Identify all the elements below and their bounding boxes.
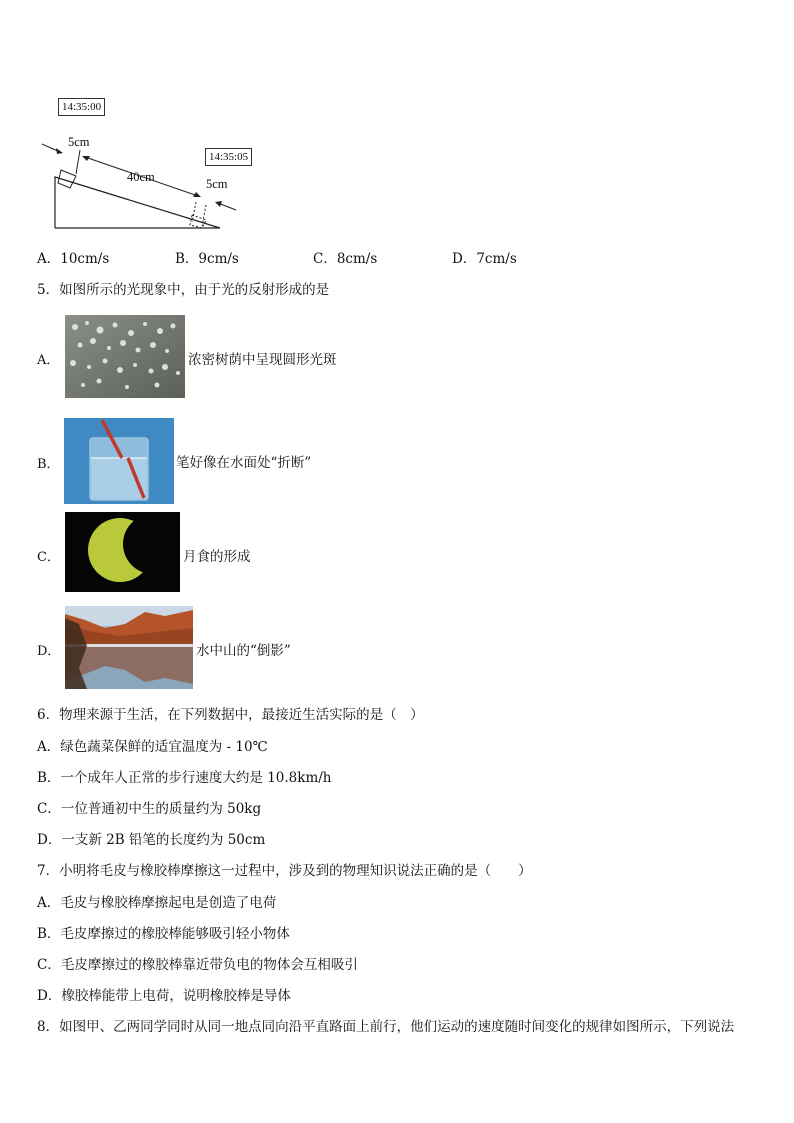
q5-option-d-photo: [65, 606, 193, 689]
q7-option-a[interactable]: A．毛皮与橡胶棒摩擦起电是创造了电荷: [37, 895, 277, 911]
q8-stem: 8．如图甲、乙两同学同时从同一地点同向沿平直路面上前行，他们运动的速度随时间变化的规律如图所示，下列说法: [37, 1019, 735, 1035]
q4-option-c[interactable]: C．8cm/s: [313, 251, 378, 267]
q5-option-a-caption: 浓密树荫中呈现圆形光斑: [188, 352, 337, 368]
q5-option-c-letter: C．: [37, 550, 60, 565]
q6-option-d[interactable]: D．一支新 2B 铅笔的长度约为 50cm: [37, 832, 266, 848]
q7-option-d[interactable]: D．橡胶棒能带上电荷，说明橡胶棒是导体: [37, 988, 291, 1004]
q7-stem: 7．小明将毛皮与橡胶棒摩擦这一过程中，涉及到的物理知识说法正确的是（ ）: [37, 863, 532, 879]
q5-option-d-letter: D．: [37, 644, 61, 659]
q5-option-d-caption: 水中山的“倒影”: [196, 643, 291, 659]
q5-option-b-letter: B．: [37, 457, 60, 472]
q5-option-b-caption: 笔好像在水面处“折断”: [176, 455, 312, 471]
q7-option-c[interactable]: C．毛皮摩擦过的橡胶棒靠近带负电的物体会互相吸引: [37, 957, 358, 973]
q5-option-b-photo: [64, 418, 174, 504]
q5-option-c-caption: 月食的形成: [183, 549, 251, 565]
q5-option-a-letter: A．: [37, 353, 60, 368]
q6-stem: 6．物理来源于生活，在下列数据中，最接近生活实际的是（ ）: [37, 707, 424, 723]
q4-option-b[interactable]: B．9cm/s: [175, 251, 239, 267]
end-time-box: 14:35:05: [205, 148, 252, 166]
start-time-box: 14:35:00: [58, 98, 105, 116]
q4-options: [37, 250, 557, 268]
len-mid-label: 40cm: [127, 170, 155, 184]
q5-stem: 5．如图所示的光现象中，由于光的反射形成的是: [37, 282, 330, 298]
q6-option-a[interactable]: A．绿色蔬菜保鲜的适宜温度为 - 10℃: [37, 739, 268, 755]
q6-option-b[interactable]: B．一个成年人正常的步行速度大约是 10.8km/h: [37, 770, 332, 786]
q4-option-d[interactable]: D．7cm/s: [452, 251, 517, 267]
q4-option-a[interactable]: A．10cm/s: [37, 251, 110, 267]
q5-option-a-photo: [65, 315, 185, 398]
len-bottom-label: 5cm: [206, 177, 228, 191]
q5-option-c-photo: [65, 512, 180, 592]
len-top-label: 5cm: [68, 135, 90, 149]
q6-option-c[interactable]: C．一位普通初中生的质量约为 50kg: [37, 801, 262, 817]
q7-option-b[interactable]: B．毛皮摩擦过的橡胶棒能够吸引轻小物体: [37, 926, 290, 942]
